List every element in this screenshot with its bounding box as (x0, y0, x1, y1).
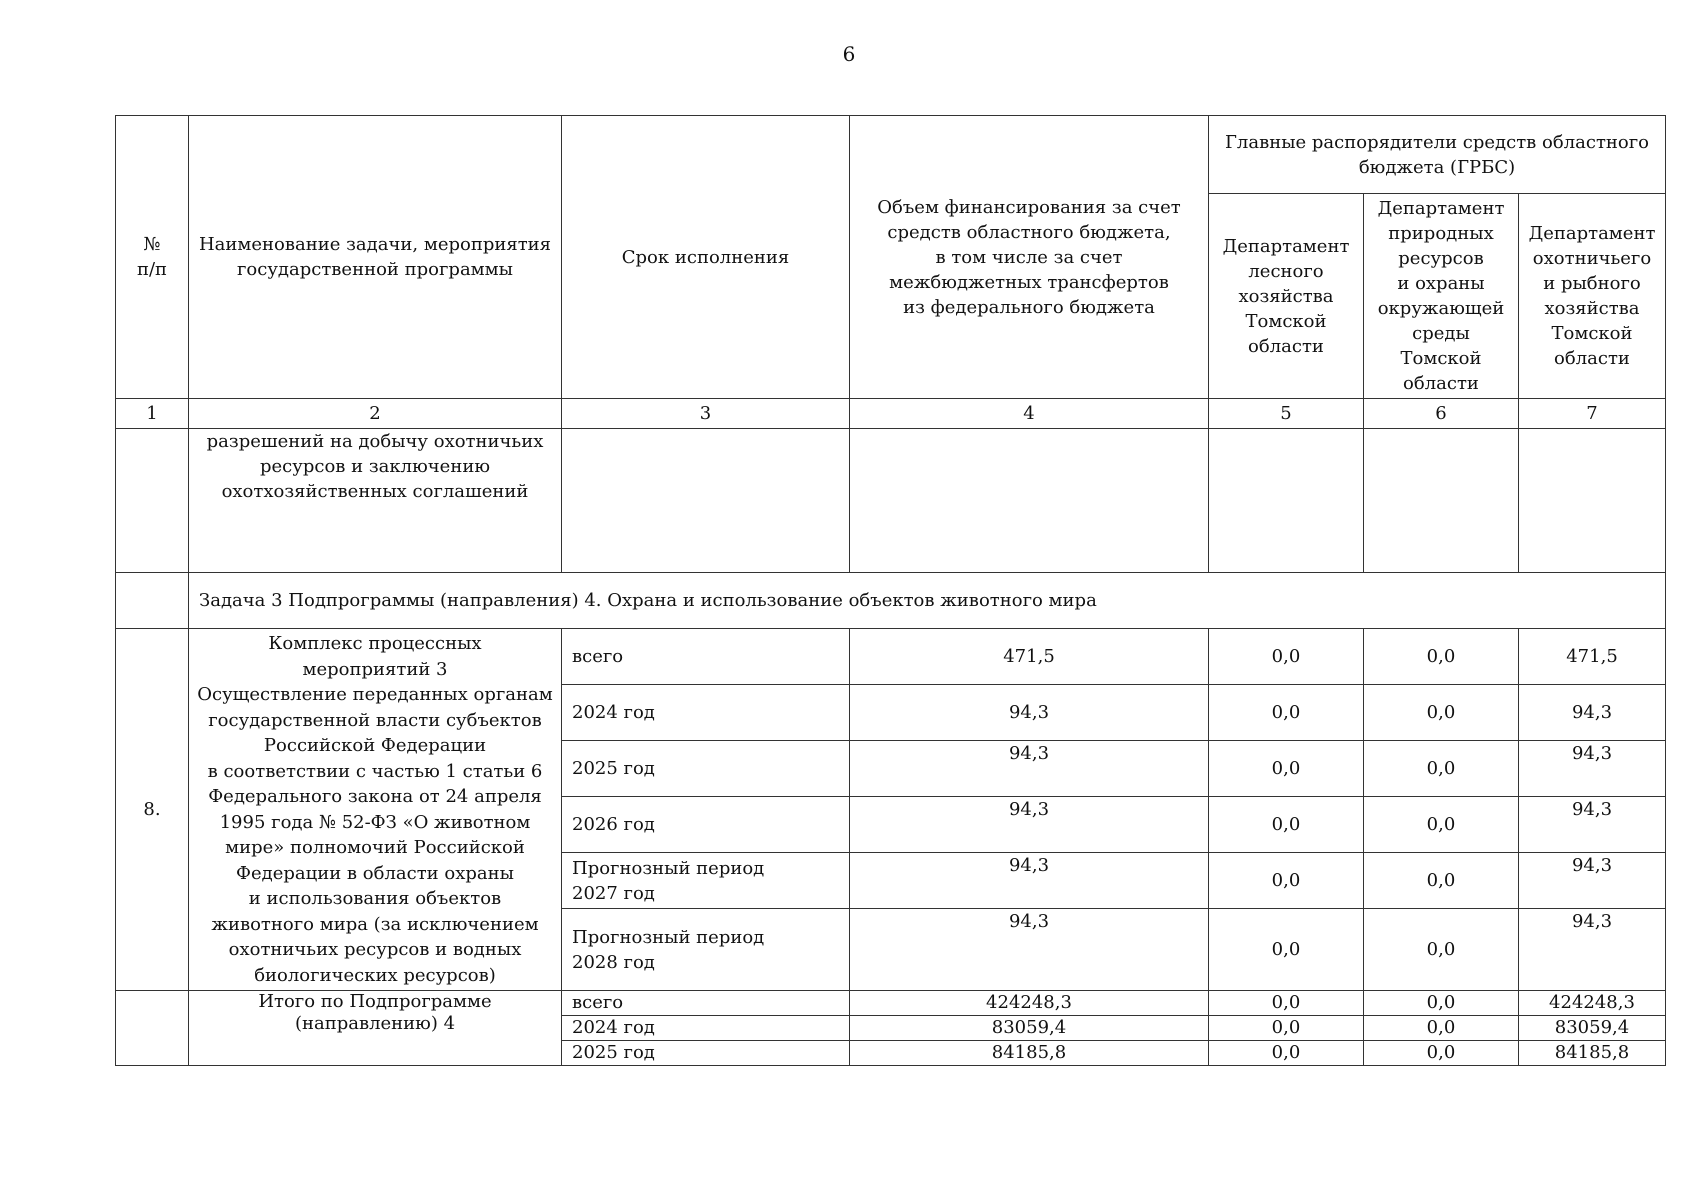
continued-funding-cell (850, 429, 1209, 573)
task-heading-no-cell (116, 573, 189, 629)
hunting-cell: 94,3 (1519, 797, 1666, 853)
natural-cell: 0,0 (1364, 1041, 1519, 1066)
total-row (116, 991, 1666, 1016)
term-cell: 2025 год (562, 741, 850, 797)
hunting-cell: 471,5 (1519, 629, 1666, 685)
forest-cell: 0,0 (1209, 853, 1364, 909)
funding-cell: 94,3 (850, 797, 1209, 853)
term-cell: Прогнозный период 2027 год (562, 853, 850, 909)
funding-cell: 83059,4 (850, 1016, 1209, 1041)
continued-natural-cell (1364, 429, 1519, 573)
funding-cell: 84185,8 (850, 1041, 1209, 1066)
header-term: Срок исполнения (562, 116, 850, 399)
column-number: 6 (1364, 399, 1519, 429)
funding-table (115, 115, 1666, 1066)
hunting-cell: 94,3 (1519, 685, 1666, 741)
term-cell: 2025 год (562, 1041, 850, 1066)
column-number: 2 (189, 399, 562, 429)
funding-cell: 424248,3 (850, 991, 1209, 1016)
total-name: Итого по Подпрограмме (направлению) 4 (189, 991, 562, 1066)
column-number: 7 (1519, 399, 1666, 429)
item8-name: Комплекс процессных мероприятий 3 Осуществление переданных органам государственной власти субъектов Российской Федерации в соответствии с частью 1 статьи 6 Федерального закона от 24 апреля 1995 года № 52-ФЗ «О животном мире» полномочий Российской Федерации в области охраны и использования объектов животного мира (за исключением охотничьих ресурсов и водных биологических ресурсов) (189, 629, 562, 991)
term-cell: Прогнозный период 2028 год (562, 909, 850, 991)
forest-cell: 0,0 (1209, 1016, 1364, 1041)
header-row (116, 116, 1666, 194)
funding-cell: 94,3 (850, 909, 1209, 991)
term-cell: 2026 год (562, 797, 850, 853)
task-heading: Задача 3 Подпрограммы (направления) 4. Охрана и использование объектов животного мира (189, 573, 1666, 629)
term-cell: 2024 год (562, 685, 850, 741)
column-numbers-row (116, 399, 1666, 429)
continued-hunting-cell (1519, 429, 1666, 573)
hunting-cell: 83059,4 (1519, 1016, 1666, 1041)
term-cell: всего (562, 991, 850, 1016)
natural-cell: 0,0 (1364, 629, 1519, 685)
header-dept-hunting: Департамент охотничьего и рыбного хозяйства Томской области (1519, 194, 1666, 399)
continued-term-cell (562, 429, 850, 573)
header-no: № п/п (116, 116, 189, 399)
header-grbs: Главные распорядители средств областного бюджета (ГРБС) (1209, 116, 1666, 194)
funding-cell: 94,3 (850, 853, 1209, 909)
header-task-name: Наименование задачи, мероприятия государственной программы (189, 116, 562, 399)
natural-cell: 0,0 (1364, 909, 1519, 991)
forest-cell: 0,0 (1209, 685, 1364, 741)
table-row (116, 629, 1666, 685)
term-cell: всего (562, 629, 850, 685)
total-no-cell (116, 991, 189, 1066)
item8-no: 8. (116, 629, 189, 991)
forest-cell: 0,0 (1209, 991, 1364, 1016)
natural-cell: 0,0 (1364, 853, 1519, 909)
natural-cell: 0,0 (1364, 991, 1519, 1016)
hunting-cell: 94,3 (1519, 853, 1666, 909)
hunting-cell: 94,3 (1519, 909, 1666, 991)
continued-name: разрешений на добычу охотничьих ресурсов и заключению охотхозяйственных соглашений (189, 429, 562, 573)
header-funding: Объем финансирования за счет средств областного бюджета, в том числе за счет межбюджетных трансфертов из федерального бюджета (850, 116, 1209, 399)
natural-cell: 0,0 (1364, 685, 1519, 741)
continued-forest-cell (1209, 429, 1364, 573)
column-number: 5 (1209, 399, 1364, 429)
column-number: 4 (850, 399, 1209, 429)
natural-cell: 0,0 (1364, 1016, 1519, 1041)
forest-cell: 0,0 (1209, 797, 1364, 853)
forest-cell: 0,0 (1209, 629, 1364, 685)
hunting-cell: 84185,8 (1519, 1041, 1666, 1066)
funding-cell: 471,5 (850, 629, 1209, 685)
continued-row (116, 429, 1666, 573)
column-number: 3 (562, 399, 850, 429)
column-number: 1 (116, 399, 189, 429)
task-heading-row (116, 573, 1666, 629)
header-dept-forest: Департамент лесного хозяйства Томской области (1209, 194, 1364, 399)
term-cell: 2024 год (562, 1016, 850, 1041)
hunting-cell: 94,3 (1519, 741, 1666, 797)
hunting-cell: 424248,3 (1519, 991, 1666, 1016)
forest-cell: 0,0 (1209, 741, 1364, 797)
forest-cell: 0,0 (1209, 909, 1364, 991)
continued-no-cell (116, 429, 189, 573)
page-number: 6 (842, 42, 856, 66)
forest-cell: 0,0 (1209, 1041, 1364, 1066)
funding-cell: 94,3 (850, 685, 1209, 741)
header-dept-natural: Департамент природных ресурсов и охраны окружающей среды Томской области (1364, 194, 1519, 399)
natural-cell: 0,0 (1364, 741, 1519, 797)
natural-cell: 0,0 (1364, 797, 1519, 853)
funding-cell: 94,3 (850, 741, 1209, 797)
